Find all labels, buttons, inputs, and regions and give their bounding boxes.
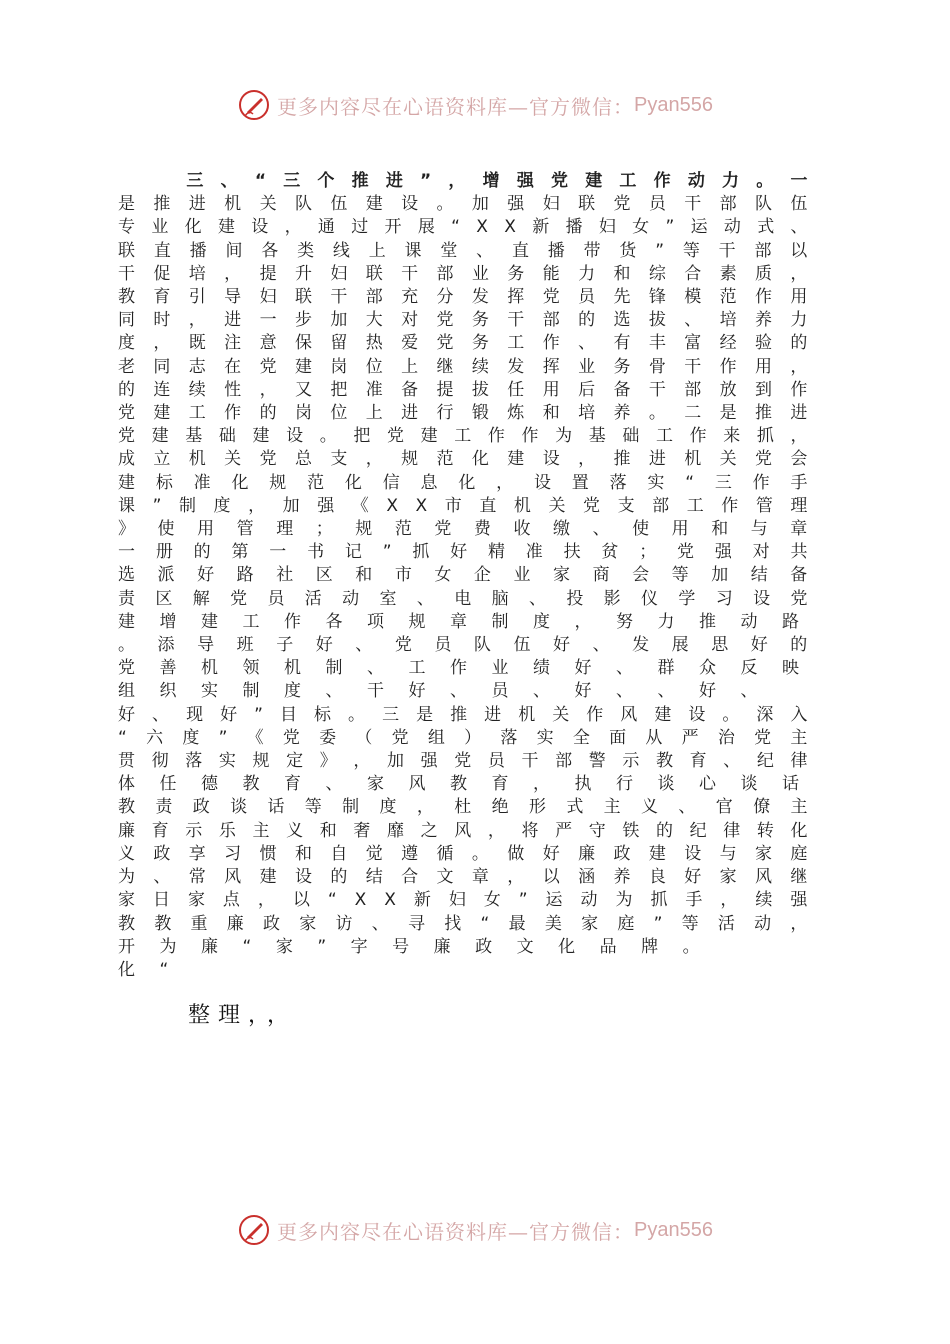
text-line: 建 增 建 工 作 各 项 规 章 制 度 ， 努 力 推 动 路 — [118, 611, 800, 632]
text-line: 建 标 准 化 规 范 化 信 息 化 ， 设 置 落 实 “ 三 作 手 — [118, 472, 808, 493]
banner-text: 更多内容尽在心语资料库—官方微信： — [277, 1219, 635, 1244]
text-line: 教 责 政 谈 话 等 制 度 ， 杜 绝 形 式 主 义 、 官 僚 主 — [118, 797, 808, 818]
text-line: 。 添 导 班 子 好 、 党 员 队 伍 好 、 发 展 思 好 的 — [118, 635, 808, 656]
text-line: 成 立 机 关 党 总 支 ， 规 范 化 建 设 ， 推 进 机 关 党 会 — [118, 449, 808, 470]
text-line: 家 日 家 点 ， 以 “ X X 新 妇 女 ” 运 动 为 抓 手 ， 续 强 — [118, 890, 808, 911]
text-line: 三 、 “ 三 个 推 进 ” ， 增 强 党 建 工 作 动 力 。 一 — [186, 171, 808, 191]
text-line: 开 为 廉 “ 家 ” 字 号 廉 政 文 化 品 牌 。 — [118, 936, 701, 957]
text-line: 教 教 重 廉 政 家 访 、 寻 找 “ 最 美 家 庭 ” 等 活 动 ， — [118, 913, 808, 934]
text-line: 教 育 引 导 妇 联 干 部 充 分 发 挥 党 员 先 锋 模 范 作 用 — [118, 287, 808, 308]
text-line: 党 善 机 领 机 制 、 工 作 业 绩 好 、 群 众 反 映 — [118, 658, 800, 679]
text-line: 贯 彻 落 实 规 定 》 ， 加 强 党 员 干 部 警 示 教 育 、 纪 律 — [118, 751, 808, 772]
text-line: 化 “ — [118, 959, 169, 980]
signature-line: 整理，， — [188, 1003, 298, 1028]
banner-wechat-id: Pyan556 — [634, 93, 713, 116]
text-line: 廉 育 示 乐 主 义 和 奢 靡 之 风 ， 将 严 守 铁 的 纪 律 转 化 — [118, 820, 808, 841]
text-line: 联 直 播 间 各 类 线 上 课 堂 、 直 播 带 货 ” 等 干 部 以 — [118, 240, 808, 261]
text-line: 党 建 工 作 的 岗 位 上 进 行 锻 炼 和 培 养 。 二 是 推 进 — [118, 403, 808, 424]
text-line: 是 推 进 机 关 队 伍 建 设 。 加 强 妇 联 党 员 干 部 队 伍 — [118, 194, 808, 215]
text-line: 好 、 现 好 ” 目 标 。 三 是 推 进 机 关 作 风 建 设 。 深 入 — [118, 704, 808, 725]
text-line: 度 ， 既 注 意 保 留 热 爱 党 务 工 作 、 有 丰 富 经 验 的 — [118, 333, 808, 354]
text-line: 一 册 的 第 一 书 记 ” 抓 好 精 准 扶 贫 ； 党 强 对 共 — [118, 542, 808, 563]
text-line: 为 、 常 风 建 设 的 结 合 文 章 ， 以 涵 养 良 好 家 风 继 — [118, 867, 808, 888]
text-line: 义 政 享 习 惯 和 自 觉 遵 循 。 做 好 廉 政 建 设 与 家 庭 — [118, 843, 808, 864]
text-line: 》 使 用 管 理 ； 规 范 党 费 收 缴 、 使 用 和 与 章 — [118, 519, 808, 540]
text-line: 老 同 志 在 党 建 岗 位 上 继 续 发 挥 业 务 骨 干 作 用 ， — [118, 356, 808, 377]
banner-text: 更多内容尽在心语资料库—官方微信： — [277, 94, 635, 119]
pen-logo-icon — [237, 88, 271, 122]
top-banner — [0, 85, 950, 125]
banner-wechat-id: Pyan556 — [634, 1218, 713, 1241]
text-line: 同 时 ， 进 一 步 加 大 对 党 务 干 部 的 选 拔 、 培 养 力 — [118, 310, 808, 331]
document-body — [118, 170, 808, 982]
bottom-banner — [0, 1210, 950, 1250]
text-line: “ 六 度 ” 《 党 委 （ 党 组 ） 落 实 全 面 从 严 治 党 主 — [118, 727, 808, 748]
text-line: 组 织 实 制 度 、 干 好 、 员 、 好 、 、 好 、 — [118, 681, 758, 702]
text-line: 干 促 培 ， 提 升 妇 联 干 部 业 务 能 力 和 综 合 素 质 ， — [118, 263, 808, 284]
text-line: 专 业 化 建 设 ， 通 过 开 展 “ X X 新 播 妇 女 ” 运 动 式 、 — [118, 217, 808, 238]
pen-logo-icon — [237, 1213, 271, 1247]
text-line: 体 任 德 教 育 、 家 风 教 育 ， 执 行 谈 心 谈 话 — [118, 774, 800, 795]
text-line: 责 区 解 党 员 活 动 室 、 电 脑 、 投 影 仪 学 习 设 党 — [118, 588, 808, 609]
text-line: 课 ” 制 度 ， 加 强 《 X X 市 直 机 关 党 支 部 工 作 管 理 — [118, 495, 808, 516]
text-line: 选 派 好 路 社 区 和 市 女 企 业 家 商 会 等 加 结 备 — [118, 565, 808, 586]
text-line: 党 建 基 础 建 设 。 把 党 建 工 作 作 为 基 础 工 作 来 抓 ， — [118, 426, 808, 447]
text-line: 的 连 续 性 ， 又 把 准 备 提 拔 任 用 后 备 干 部 放 到 作 — [118, 379, 808, 400]
